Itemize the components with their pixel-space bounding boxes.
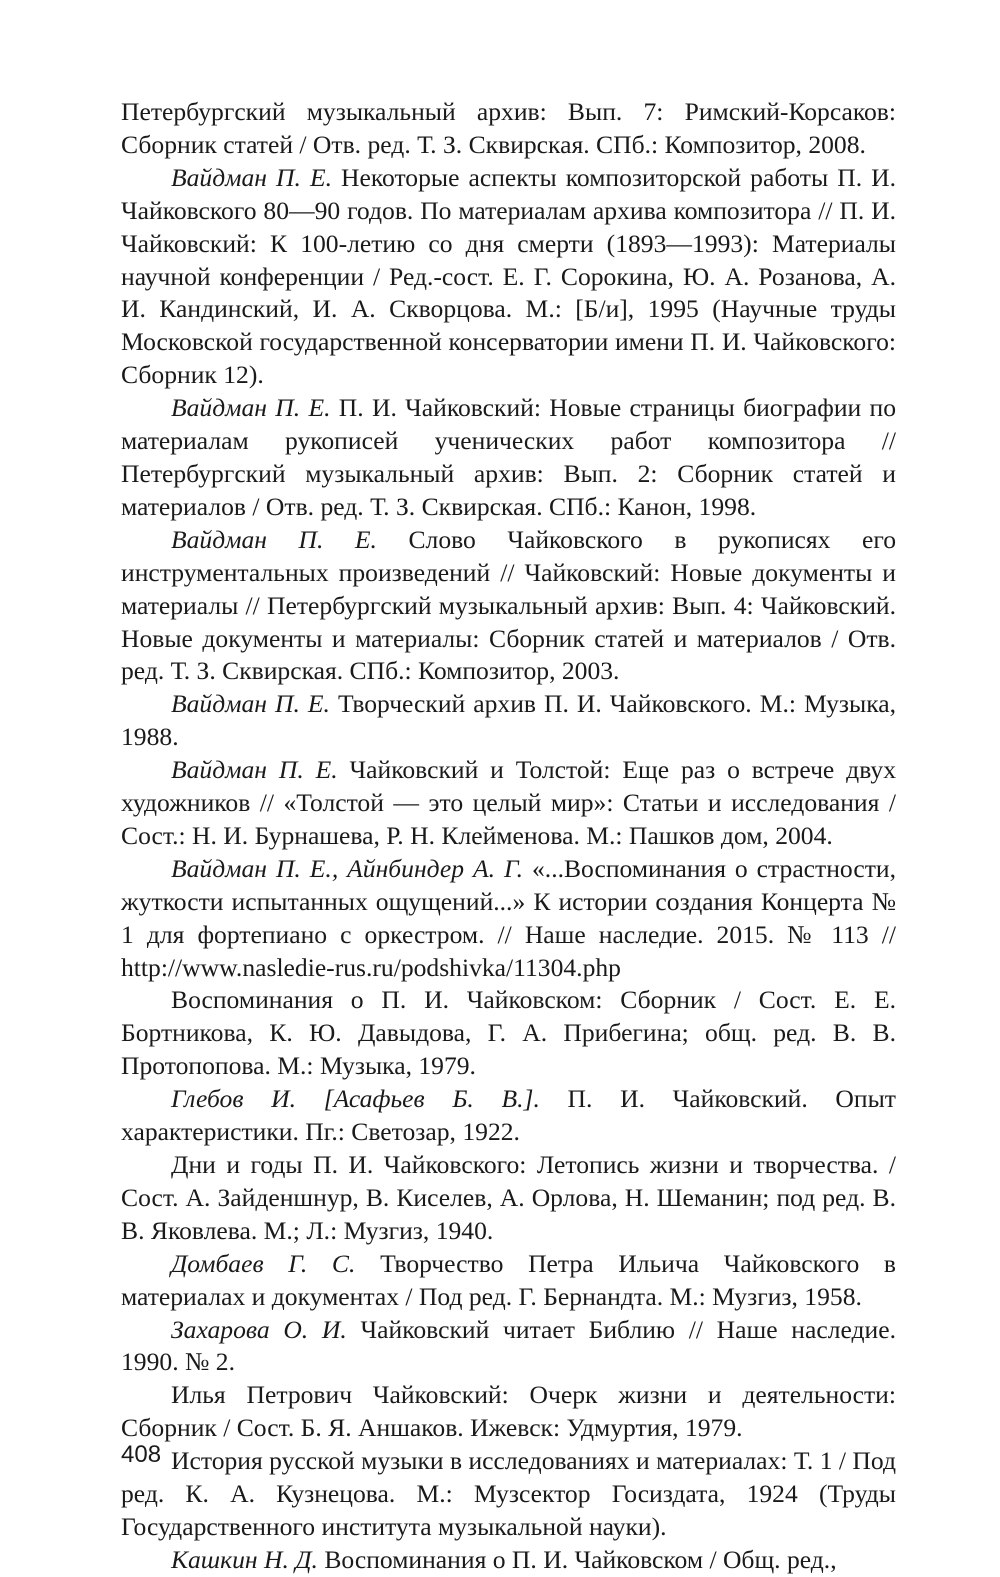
entry-author: Вайдман П. Е. [171, 162, 332, 192]
bibliography-entry [121, 96, 896, 162]
bibliography-entry [121, 1149, 896, 1248]
entry-text: Дни и годы П. И. Чайковского: Летопись жизни и творчества. / Сост. А. Зайденшнур, В. Киселев, А. Орлова, Н. Шеманин; под ред. В. В. Яковлева. М.; Л.: Музгиз, 1940. [121, 1150, 896, 1245]
entry-text: Илья Петрович Чайковский: Очерк жизни и деятельности: Сборник / Сост. Б. Я. Аншаков. Ижевск: Удмуртия, 1979. [121, 1380, 896, 1443]
bibliography-entry [121, 162, 896, 392]
bibliography-entry [121, 1248, 896, 1314]
entry-author: Захарова О. И. [171, 1314, 347, 1344]
entry-author: Вайдман П. Е. [171, 524, 377, 554]
bibliography-entry [121, 1379, 896, 1445]
entry-author: Глебов И. [Асафьев Б. В.]. [171, 1084, 540, 1114]
bibliography-page [121, 96, 896, 1577]
entry-text: П. И. Чайковский. Опыт характеристики. Пг.: Светозар, 1922. [121, 1084, 896, 1147]
entry-author: Вайдман П. Е., Айнбиндер А. Г. [171, 853, 524, 883]
bibliography-entry [121, 853, 896, 985]
entry-text: Воспоминания о П. И. Чайковском / Общ. ред., [317, 1544, 837, 1574]
bibliography-entry [121, 688, 896, 754]
entry-text: Петербургский музыкальный архив: Вып. 7: Римский-Корсаков: Сборник статей / Отв. ред. Т. З. Сквирская. СПб.: Композитор, 2008. [121, 97, 896, 159]
bibliography-entry [121, 1083, 896, 1149]
entry-text: П. И. Чайковский: Новые страницы биографии по материалам рукописей ученических работ композитора // Петербургский музыкальный архив: Вып. 2: Сборник статей и материалов / Отв. ред. Т. З. Сквирская. СПб.: Канон, 1998. [121, 393, 896, 521]
bibliography-entry [121, 524, 896, 689]
bibliography-entry [121, 392, 896, 524]
page-number: 408 [121, 1441, 162, 1468]
bibliography-entry [121, 1544, 896, 1577]
entry-author: Домбаев Г. С. [171, 1248, 356, 1278]
entry-text: Слово Чайковского в рукописях его инструментальных произведений // Чайковский: Новые документы и материалы // Петербургский музыкальный архив: Вып. 4: Чайковский. Новые документы и материалы: Сборник статей и материалов / Отв. ред. Т. З. Сквирская. СПб.: Композитор, 2003. [121, 524, 896, 686]
entry-text: Творческий архив П. И. Чайковского. М.: Музыка, 1988. [121, 689, 897, 752]
entry-text: Воспоминания о П. И. Чайковском: Сборник / Сост. Е. Е. Бортникова, К. Ю. Давыдова, Г. А. Прибегина; общ. ред. В. В. Протопопова. М.: Музыка, 1979. [121, 985, 896, 1081]
entry-text: Чайковский читает Библию // Наше наследие. 1990. № 2. [121, 1314, 896, 1377]
entry-author: Вайдман П. Е. [171, 689, 330, 719]
entry-author: Вайдман П. Е. [171, 755, 338, 785]
entry-text: Некоторые аспекты композиторской работы П. И. Чайковского 80—90 годов. По материалам архива композитора // П. И. Чайковский: К 100-летию со дня смерти (1893—1993): Материалы научной конференции / Ред.-сост. Е. Г. Сорокина, Ю. А. Розанова, А. И. Кандинский, И. А. Скворцова. М.: [Б/и], 1995 (Научные труды Московской государственной консерватории имени П. И. Чайковского: Сборник 12). [121, 162, 896, 390]
entry-text: Творчество Петра Ильича Чайковского в материалах и документах / Под ред. Г. Бернандта. М.: Музгиз, 1958. [121, 1248, 896, 1311]
entry-text: История русской музыки в исследованиях и материалах: Т. 1 / Под ред. К. А. Кузнецова. М.: Музсектор Госиздата, 1924 (Труды Государственного института музыкальной науки). [121, 1446, 896, 1541]
bibliography-entry [121, 1314, 896, 1380]
bibliography-entry [121, 754, 896, 853]
entry-text: Чайковский и Толстой: Еще раз о встрече двух художников // «Толстой — это целый мир»: Статьи и исследования / Сост.: Н. И. Бурнашева, Р. Н. Клейменова. М.: Пашков дом, 2004. [121, 755, 896, 850]
bibliography-entry [121, 984, 896, 1083]
entry-author: Вайдман П. Е. [171, 393, 331, 423]
bibliography-entry [121, 1445, 896, 1544]
entry-author: Кашкин Н. Д. [171, 1544, 318, 1574]
entry-text: «...Воспоминания о страстности, жуткости испытанных ощущений...» К истории создания Концерта № 1 для фортепиано с оркестром. // Наше наследие. 2015. № 113 // http://www.nasledie-rus.ru/podshivka/11304.php [121, 853, 896, 982]
